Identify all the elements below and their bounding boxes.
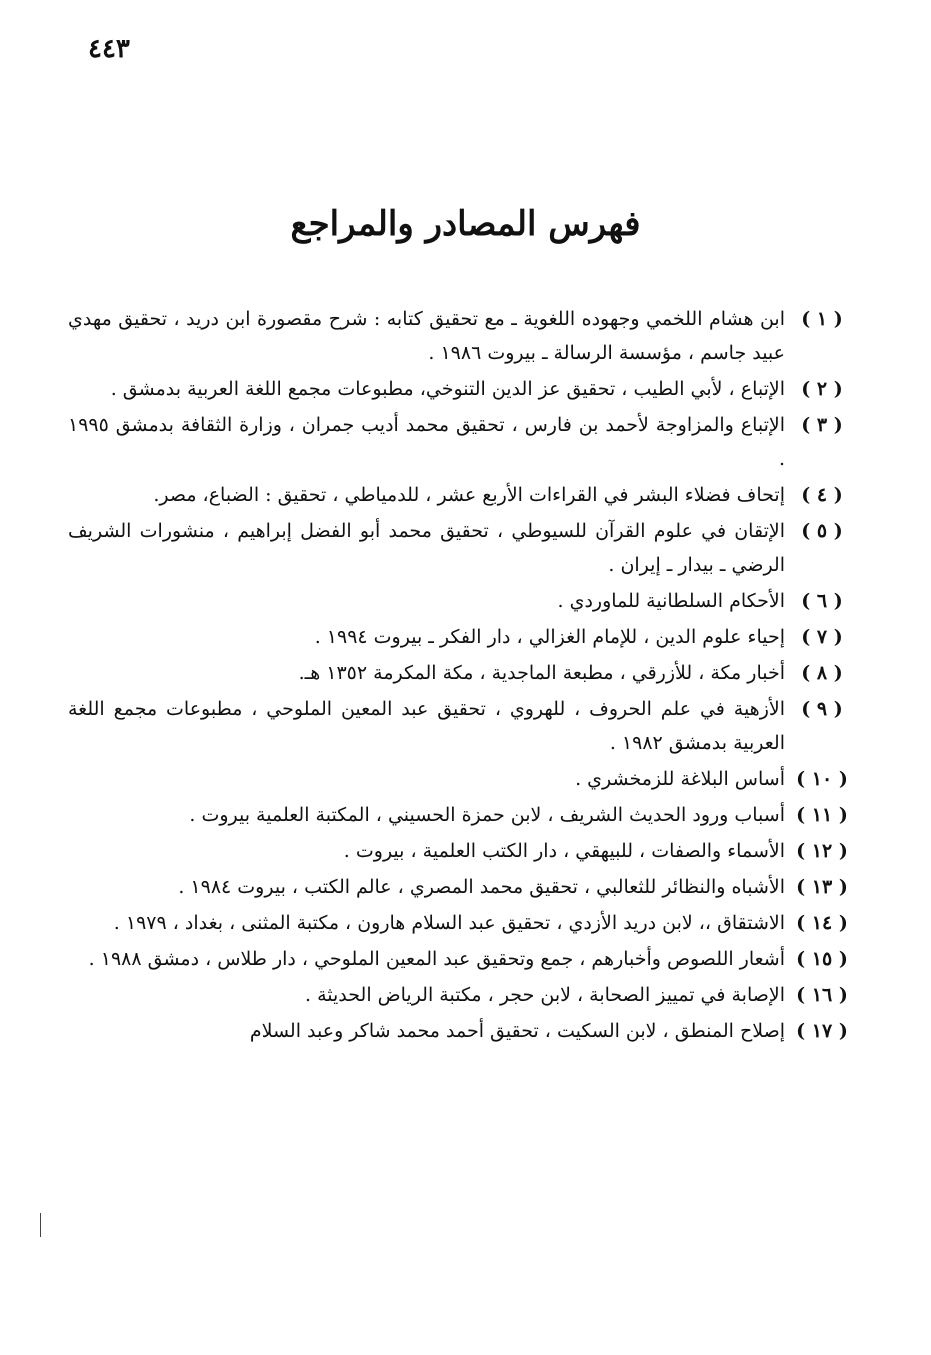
bibliography-entry <box>68 978 853 1012</box>
entry-number: ( ١٤ ) <box>796 912 848 934</box>
entry-number: ( ١ ) <box>801 308 843 330</box>
bibliography-entry <box>68 514 853 582</box>
entry-text: الإصابة في تمييز الصحابة ، لابن حجر ، مكتبة الرياض الحديثة . <box>305 984 785 1006</box>
entry-text: الأسماء والصفات ، للبيهقي ، دار الكتب العلمية ، بيروت . <box>343 840 785 862</box>
bibliography-entry <box>68 302 853 370</box>
page-title: فهرس المصادر والمراجع <box>290 204 641 244</box>
bibliography-entry <box>68 620 853 654</box>
entry-number: ( ٤ ) <box>801 484 843 506</box>
entry-number: ( ٨ ) <box>801 662 843 684</box>
entry-number: ( ٢ ) <box>801 378 843 400</box>
entry-text: ابن هشام اللخمي وجهوده اللغوية ـ مع تحقيق كتابه : شرح مقصورة ابن دريد ، تحقيق مهدي عبيد جاسم ، مؤسسة الرسالة ـ بيروت ١٩٨٦ . <box>68 308 785 364</box>
entry-text: إصلاح المنطق ، لابن السكيت ، تحقيق أحمد محمد شاكر وعبد السلام <box>249 1020 785 1042</box>
entry-text: أشعار اللصوص وأخبارهم ، جمع وتحقيق عبد المعين الملوحي ، دار طلاس ، دمشق ١٩٨٨ . <box>88 948 785 970</box>
entry-number: ( ١٠ ) <box>796 768 848 790</box>
bibliography-entry <box>68 870 853 904</box>
entry-text: الإتباع والمزاوجة لأحمد بن فارس ، تحقيق محمد أديب جمران ، وزارة الثقافة بدمشق ١٩٩٥ . <box>68 414 785 470</box>
entry-number: ( ٧ ) <box>801 626 843 648</box>
bibliography-entry <box>68 762 853 796</box>
entry-text: الأحكام السلطانية للماوردي . <box>557 590 785 612</box>
bibliography-entry <box>68 906 853 940</box>
bibliography-entry <box>68 372 853 406</box>
entry-number: ( ٥ ) <box>801 520 843 542</box>
entry-number: ( ١٢ ) <box>796 840 848 862</box>
entry-number: ( ١٧ ) <box>796 1020 848 1042</box>
bibliography-entry <box>68 478 853 512</box>
entry-text: أخبار مكة ، للأزرقي ، مطبعة الماجدية ، مكة المكرمة ١٣٥٢ هـ. <box>298 662 785 684</box>
page-number: ٤٤٣ <box>88 34 130 64</box>
entry-number: ( ٩ ) <box>801 698 843 720</box>
entry-number: ( ١٦ ) <box>796 984 848 1006</box>
bibliography-entry <box>68 692 853 760</box>
bibliography-entry <box>68 1014 853 1048</box>
entry-text: الأزهية في علم الحروف ، للهروي ، تحقيق عبد المعين الملوحي ، مطبوعات مجمع اللغة العربية بدمشق ١٩٨٢ . <box>68 698 785 754</box>
entry-text: إتحاف فضلاء البشر في القراءات الأربع عشر ، للدمياطي ، تحقيق : الضباع، مصر. <box>153 484 785 506</box>
entry-text: الاشتقاق ،، لابن دريد الأزدي ، تحقيق عبد السلام هارون ، مكتبة المثنى ، بغداد ، ١٩٧٩ . <box>113 912 785 934</box>
margin-mark <box>40 1213 41 1237</box>
bibliography-entry <box>68 798 853 832</box>
bibliography-entry <box>68 656 853 690</box>
entry-number: ( ٦ ) <box>801 590 843 612</box>
bibliography-entry <box>68 834 853 868</box>
entry-text: الأشباه والنظائر للثعالبي ، تحقيق محمد المصري ، عالم الكتب ، بيروت ١٩٨٤ . <box>178 876 785 898</box>
entry-number: ( ٣ ) <box>801 414 843 436</box>
entry-number: ( ١١ ) <box>796 804 848 826</box>
bibliography-entry <box>68 584 853 618</box>
bibliography-entry <box>68 408 853 476</box>
entry-number: ( ١٥ ) <box>796 948 848 970</box>
entry-text: الإتباع ، لأبي الطيب ، تحقيق عز الدين التنوخي، مطبوعات مجمع اللغة العربية بدمشق . <box>110 378 785 400</box>
entry-text: أساس البلاغة للزمخشري . <box>575 768 785 790</box>
entry-text: إحياء علوم الدين ، للإمام الغزالي ، دار الفكر ـ بيروت ١٩٩٤ . <box>314 626 785 648</box>
bibliography-list <box>68 302 853 1050</box>
entry-number: ( ١٣ ) <box>796 876 848 898</box>
entry-text: أسباب ورود الحديث الشريف ، لابن حمزة الحسيني ، المكتبة العلمية بيروت . <box>189 804 785 826</box>
bibliography-entry <box>68 942 853 976</box>
entry-text: الإتقان في علوم القرآن للسيوطي ، تحقيق محمد أبو الفضل إبراهيم ، منشورات الشريف الرضي ـ بيدار ـ إيران . <box>68 520 785 576</box>
